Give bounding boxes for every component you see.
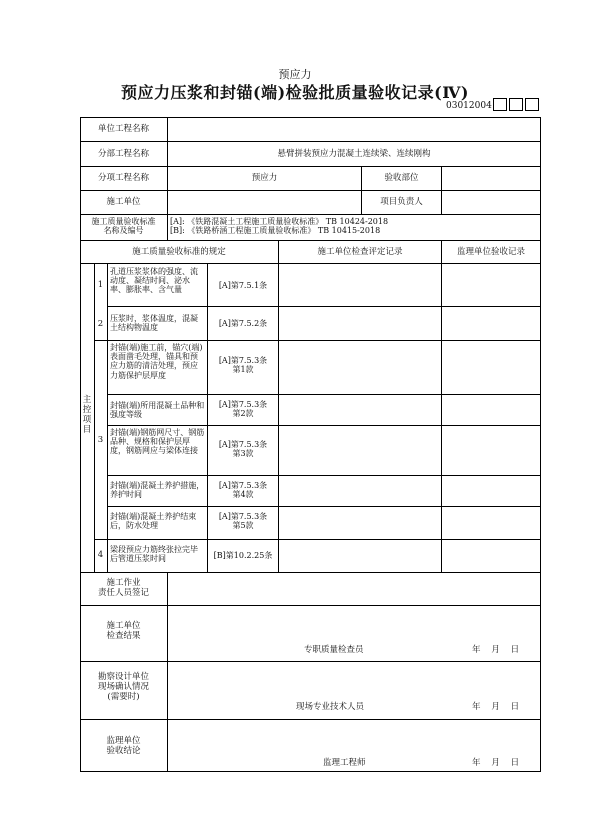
form-subtitle: 预应力 xyxy=(278,68,312,81)
contractor-inspector-label: 专职质量检查员 xyxy=(304,645,364,655)
survey-confirm-label: 勘察设计单位 现场确认情况 (需要时) xyxy=(97,672,149,702)
item-clause: [A]第7.5.3条 第5款 xyxy=(218,512,268,531)
code-box-3[interactable] xyxy=(525,98,539,111)
column-header-spec: 施工质量验收标准的规定 xyxy=(132,247,226,257)
form-code: 03012004 xyxy=(446,101,492,111)
worker-sign-label: 施工作业 责任人员签记 xyxy=(97,578,149,598)
contractor-check-cells[interactable] xyxy=(279,264,441,572)
item-clause: [A]第7.5.3条 第1款 xyxy=(218,356,268,375)
item-clause: [A]第7.5.3条 第2款 xyxy=(218,400,268,419)
item-text: 压浆时，浆体温度，混凝土结构物温度 xyxy=(110,314,198,333)
contractor-result-label: 施工单位 检查结果 xyxy=(106,621,141,641)
supervisor-conclusion-label: 监理单位 验收结论 xyxy=(106,736,141,756)
project-manager-label: 项目负责人 xyxy=(380,197,423,207)
item-clause: [A]第7.5.3条 第3款 xyxy=(218,440,268,459)
main-control-label: 主 控 项 目 xyxy=(82,395,92,435)
code-box-2[interactable] xyxy=(509,98,523,111)
sub-project-field[interactable]: 悬臂拼装预应力混凝土连续梁、连续刚构 xyxy=(277,149,431,159)
standard-list xyxy=(170,217,538,235)
acceptance-part-label: 验收部位 xyxy=(384,173,419,183)
item-project-label: 分项工程名称 xyxy=(97,173,149,183)
item-number: 2 xyxy=(97,319,104,329)
item-clause: [A]第7.5.1条 xyxy=(218,281,268,290)
supervisor-date[interactable]: 年 月 日 xyxy=(472,758,520,768)
item-text: 封锚(端)混凝土养护结束后，防水处理 xyxy=(110,512,197,531)
item-text: 封锚(端)混凝土养护措施，养护时间 xyxy=(110,481,205,500)
column-header-contractor: 施工单位检查评定记录 xyxy=(317,247,403,257)
item-project-field[interactable]: 预应力 xyxy=(251,173,278,183)
item-clause: [B]第10.2.25条 xyxy=(213,551,273,560)
worker-sign-field[interactable] xyxy=(168,573,540,605)
supervisor-check-cells[interactable] xyxy=(442,264,540,572)
item-number: 3 xyxy=(97,435,104,445)
item-text: 孔道压浆浆体的强度、流动度、凝结时间、泌水率、膨胀率、含气量 xyxy=(110,267,198,295)
item-number: 1 xyxy=(97,280,104,290)
survey-person-label: 现场专业技术人员 xyxy=(296,702,365,712)
contractor-date[interactable]: 年 月 日 xyxy=(472,645,520,655)
standard-b: [B]: 《铁路桥涵工程施工质量验收标准》 TB 10415-2018 xyxy=(170,226,381,236)
item-clause: [A]第7.5.3条 第4款 xyxy=(218,481,268,500)
item-number: 4 xyxy=(97,550,104,560)
supervisor-engineer-label: 监理工程师 xyxy=(323,758,366,768)
sub-project-label: 分部工程名称 xyxy=(97,149,149,159)
standard-a: [A]: 《铁路混凝土工程施工质量验收标准》 TB 10424-2018 xyxy=(170,217,389,226)
form-title: 预应力压浆和封锚(端)检验批质量验收记录(Ⅳ) xyxy=(121,83,469,102)
standard-label: 施工质量验收标准 名称及编号 xyxy=(91,217,156,236)
code-box-1[interactable] xyxy=(493,98,507,111)
survey-date[interactable]: 年 月 日 xyxy=(472,702,520,712)
unit-project-label: 单位工程名称 xyxy=(97,124,149,134)
column-header-supervisor: 监理单位验收记录 xyxy=(456,247,525,257)
construction-unit-label: 施工单位 xyxy=(106,197,141,207)
item-clause: [A]第7.5.2条 xyxy=(218,319,268,328)
item-text: 梁段预应力筋终张拉完毕后管道压浆时间 xyxy=(110,545,198,564)
item-text: 封锚(端)所用混凝土品种和强度等级 xyxy=(110,401,205,420)
item-text: 封锚(端)施工前，锚穴(端)表面凿毛处理，锚具和预应力筋的清洁处理，预应力筋保护层厚度 xyxy=(110,343,203,380)
item-text: 封锚(端)钢筋网尺寸、钢筋品种、规格和保护层厚度，钢筋网应与梁体连接 xyxy=(110,428,205,456)
